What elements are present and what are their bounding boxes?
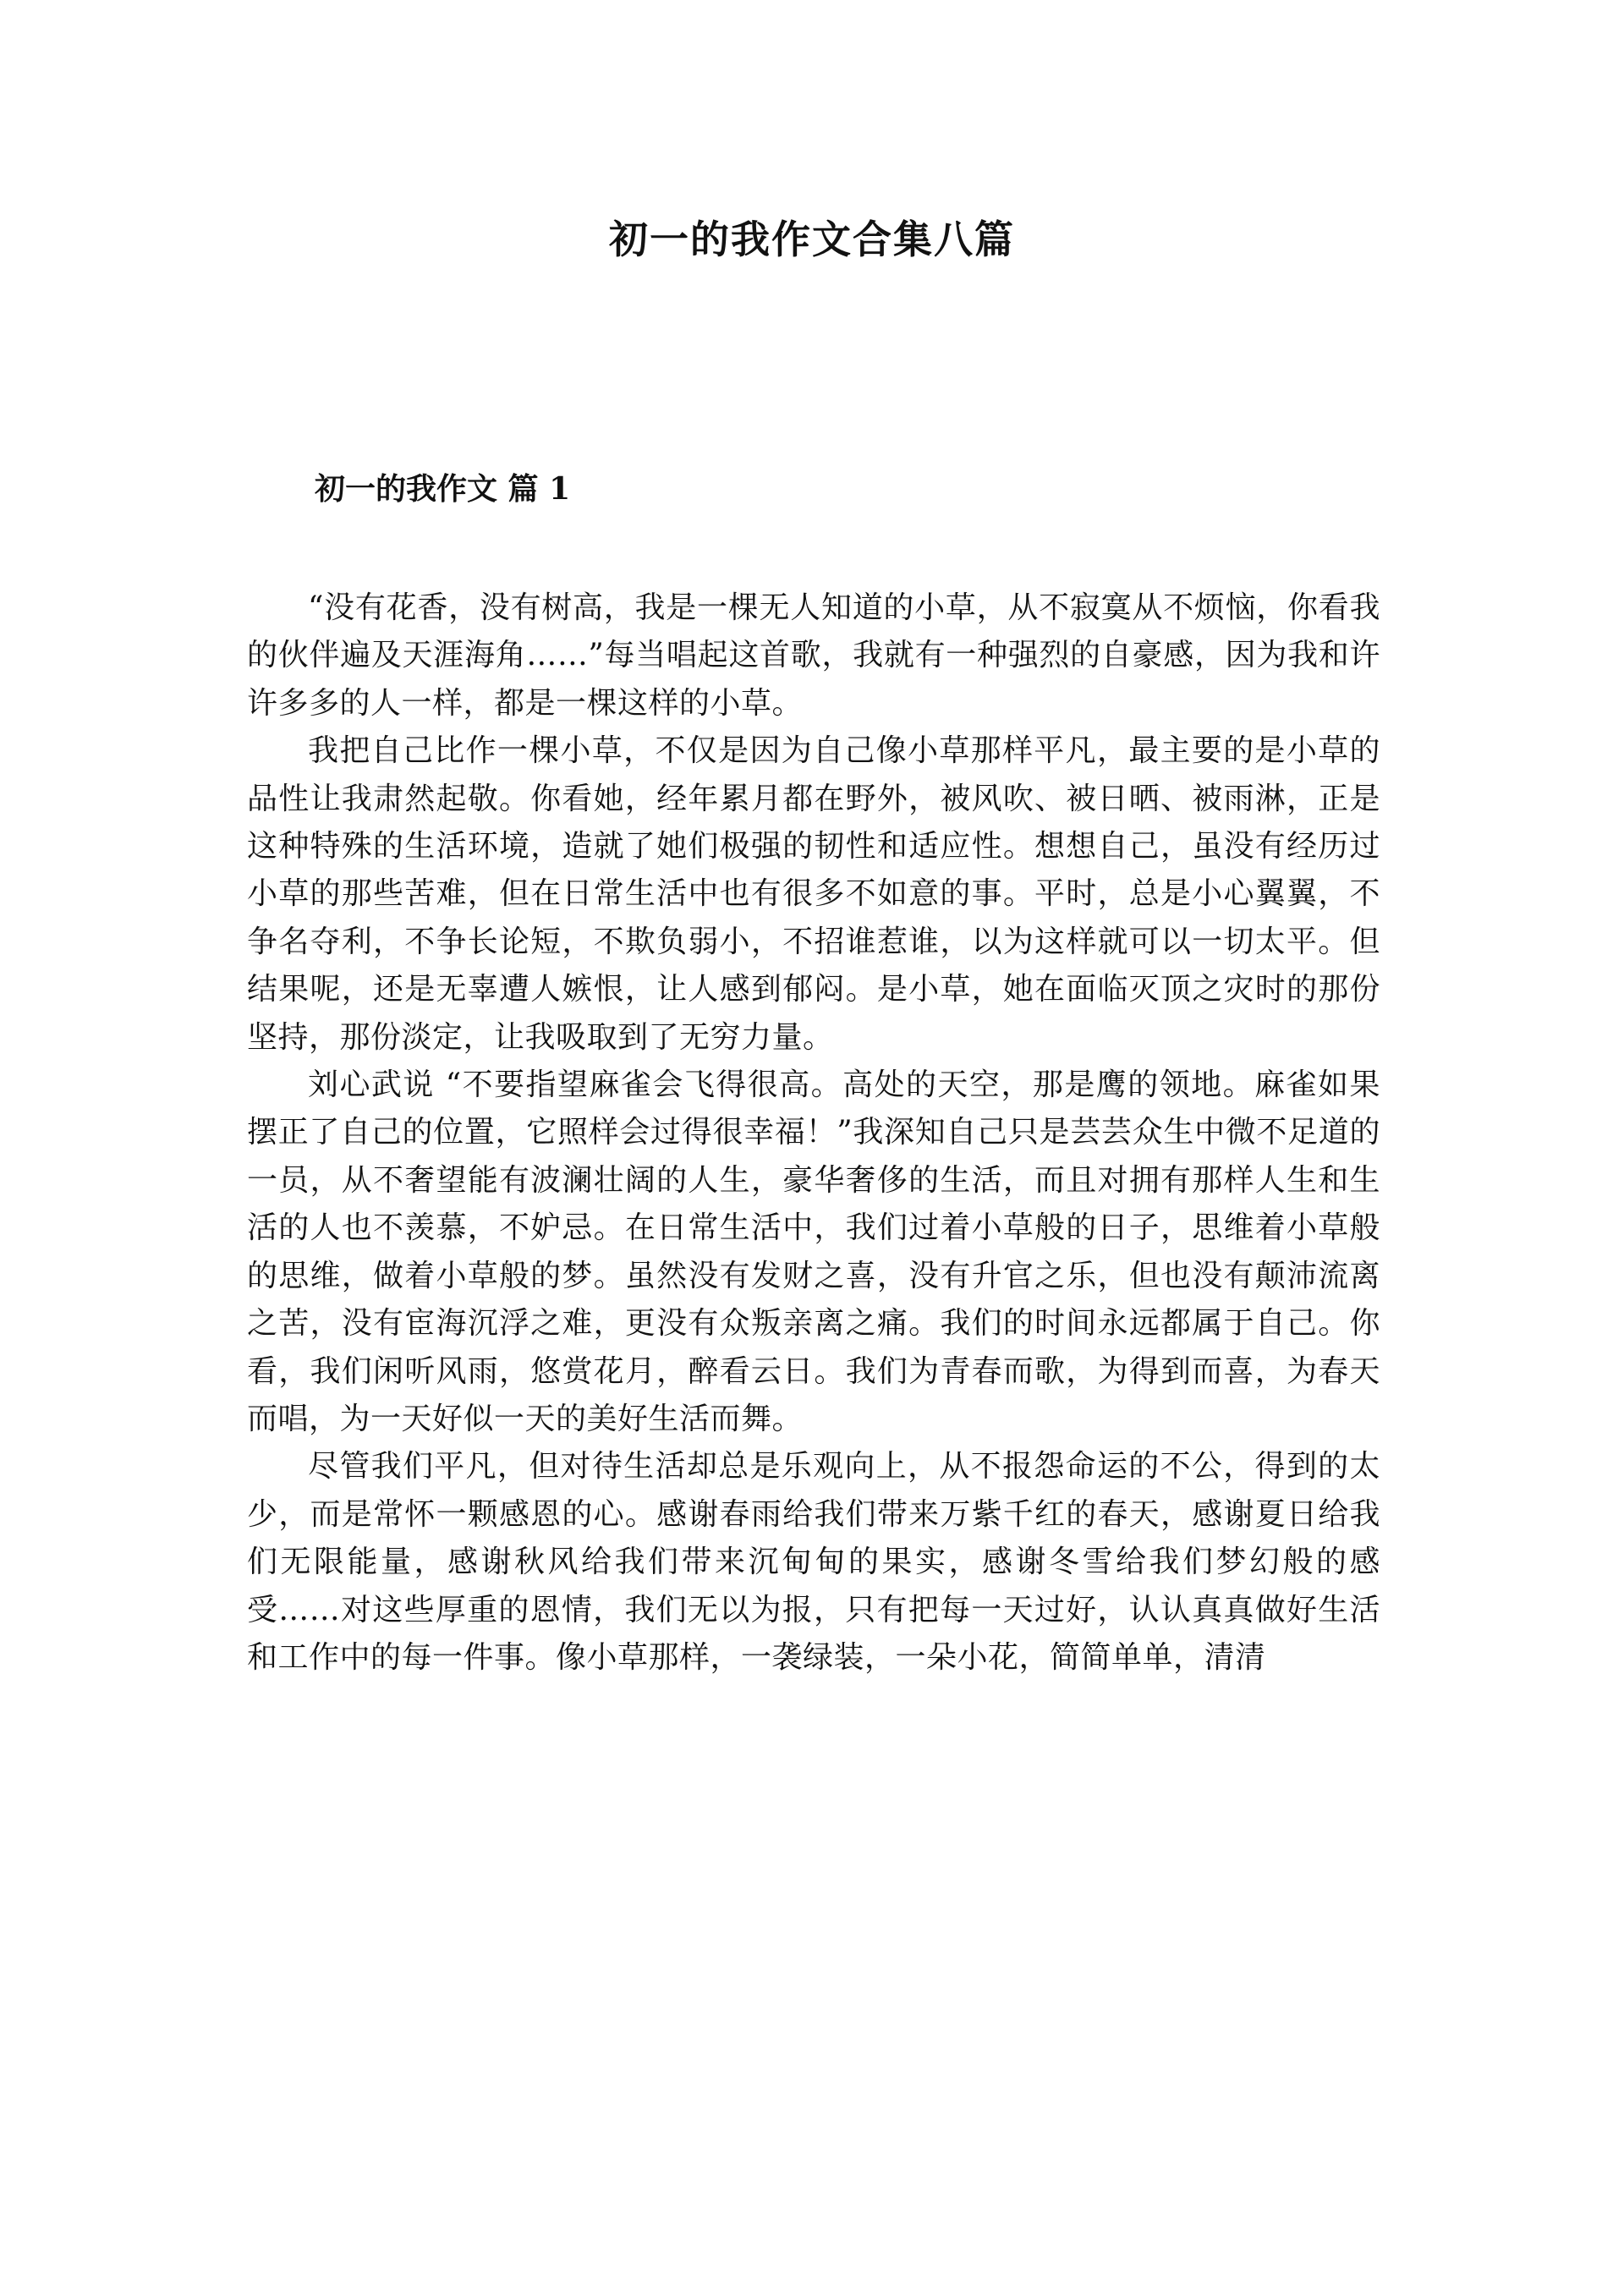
essay-body — [247, 584, 1380, 1682]
section-heading: 初一的我作文 篇 1 — [315, 471, 571, 507]
paragraph-1: “没有花香，没有树高，我是一棵无人知道的小草，从不寂寞从不烦恼，你看我的伙伴遍及天涯海角……”每当唱起这首歌，我就有一种强烈的自豪感，因为我和许许多多的人一样，都是一棵这样的小草。 — [247, 590, 1380, 721]
paragraph-4: 尽管我们平凡，但对待生活却总是乐观向上，从不报怨命运的不公，得到的太少，而是常怀一颗感恩的心。感谢春雨给我们带来万紫千红的春天，感谢夏日给我们无限能量，感谢秋风给我们带来沉甸甸的果实，感谢冬雪给我们梦幻般的感受……对这些厚重的恩情，我们无以为报，只有把每一天过好，认认真真做好生活和工作中的每一件事。像小草那样，一袭绿装，一朵小花，简简单单，清清 — [247, 1449, 1380, 1675]
paragraph-2: 我把自己比作一棵小草，不仅是因为自己像小草那样平凡，最主要的是小草的品性让我肃然起敬。你看她，经年累月都在野外，被风吹、被日晒、被雨淋，正是这种特殊的生活环境，造就了她们极强的韧性和适应性。想想自己，虽没有经历过小草的那些苦难，但在日常生活中也有很多不如意的事。平时，总是小心翼翼，不争名夺利，不争长论短，不欺负弱小，不招谁惹谁，以为这样就可以一切太平。但结果呢，还是无辜遭人嫉恨，让人感到郁闷。是小草，她在面临灭顶之灾时的那份坚持，那份淡定，让我吸取到了无穷力量。 — [247, 733, 1380, 1055]
paragraph-3: 刘心武说 “不要指望麻雀会飞得很高。高处的天空，那是鹰的领地。麻雀如果摆正了自己的位置，它照样会过得很幸福！”我深知自己只是芸芸众生中微不足道的一员，从不奢望能有波澜壮阔的人生，豪华奢侈的生活，而且对拥有那样人生和生活的人也不羡慕，不妒忌。在日常生活中，我们过着小草般的日子，思维着小草般的思维，做着小草般的梦。虽然没有发财之喜，没有升官之乐，但也没有颠沛流离之苦，没有宦海沉浮之难，更没有众叛亲离之痛。我们的时间永远都属于自己。你看，我们闲听风雨，悠赏花月，醉看云日。我们为青春而歌，为得到而喜，为春天而唱，为一天好似一天的美好生活而舞。 — [247, 1067, 1380, 1436]
document-title: 初一的我作文合集八篇 — [609, 217, 1015, 262]
